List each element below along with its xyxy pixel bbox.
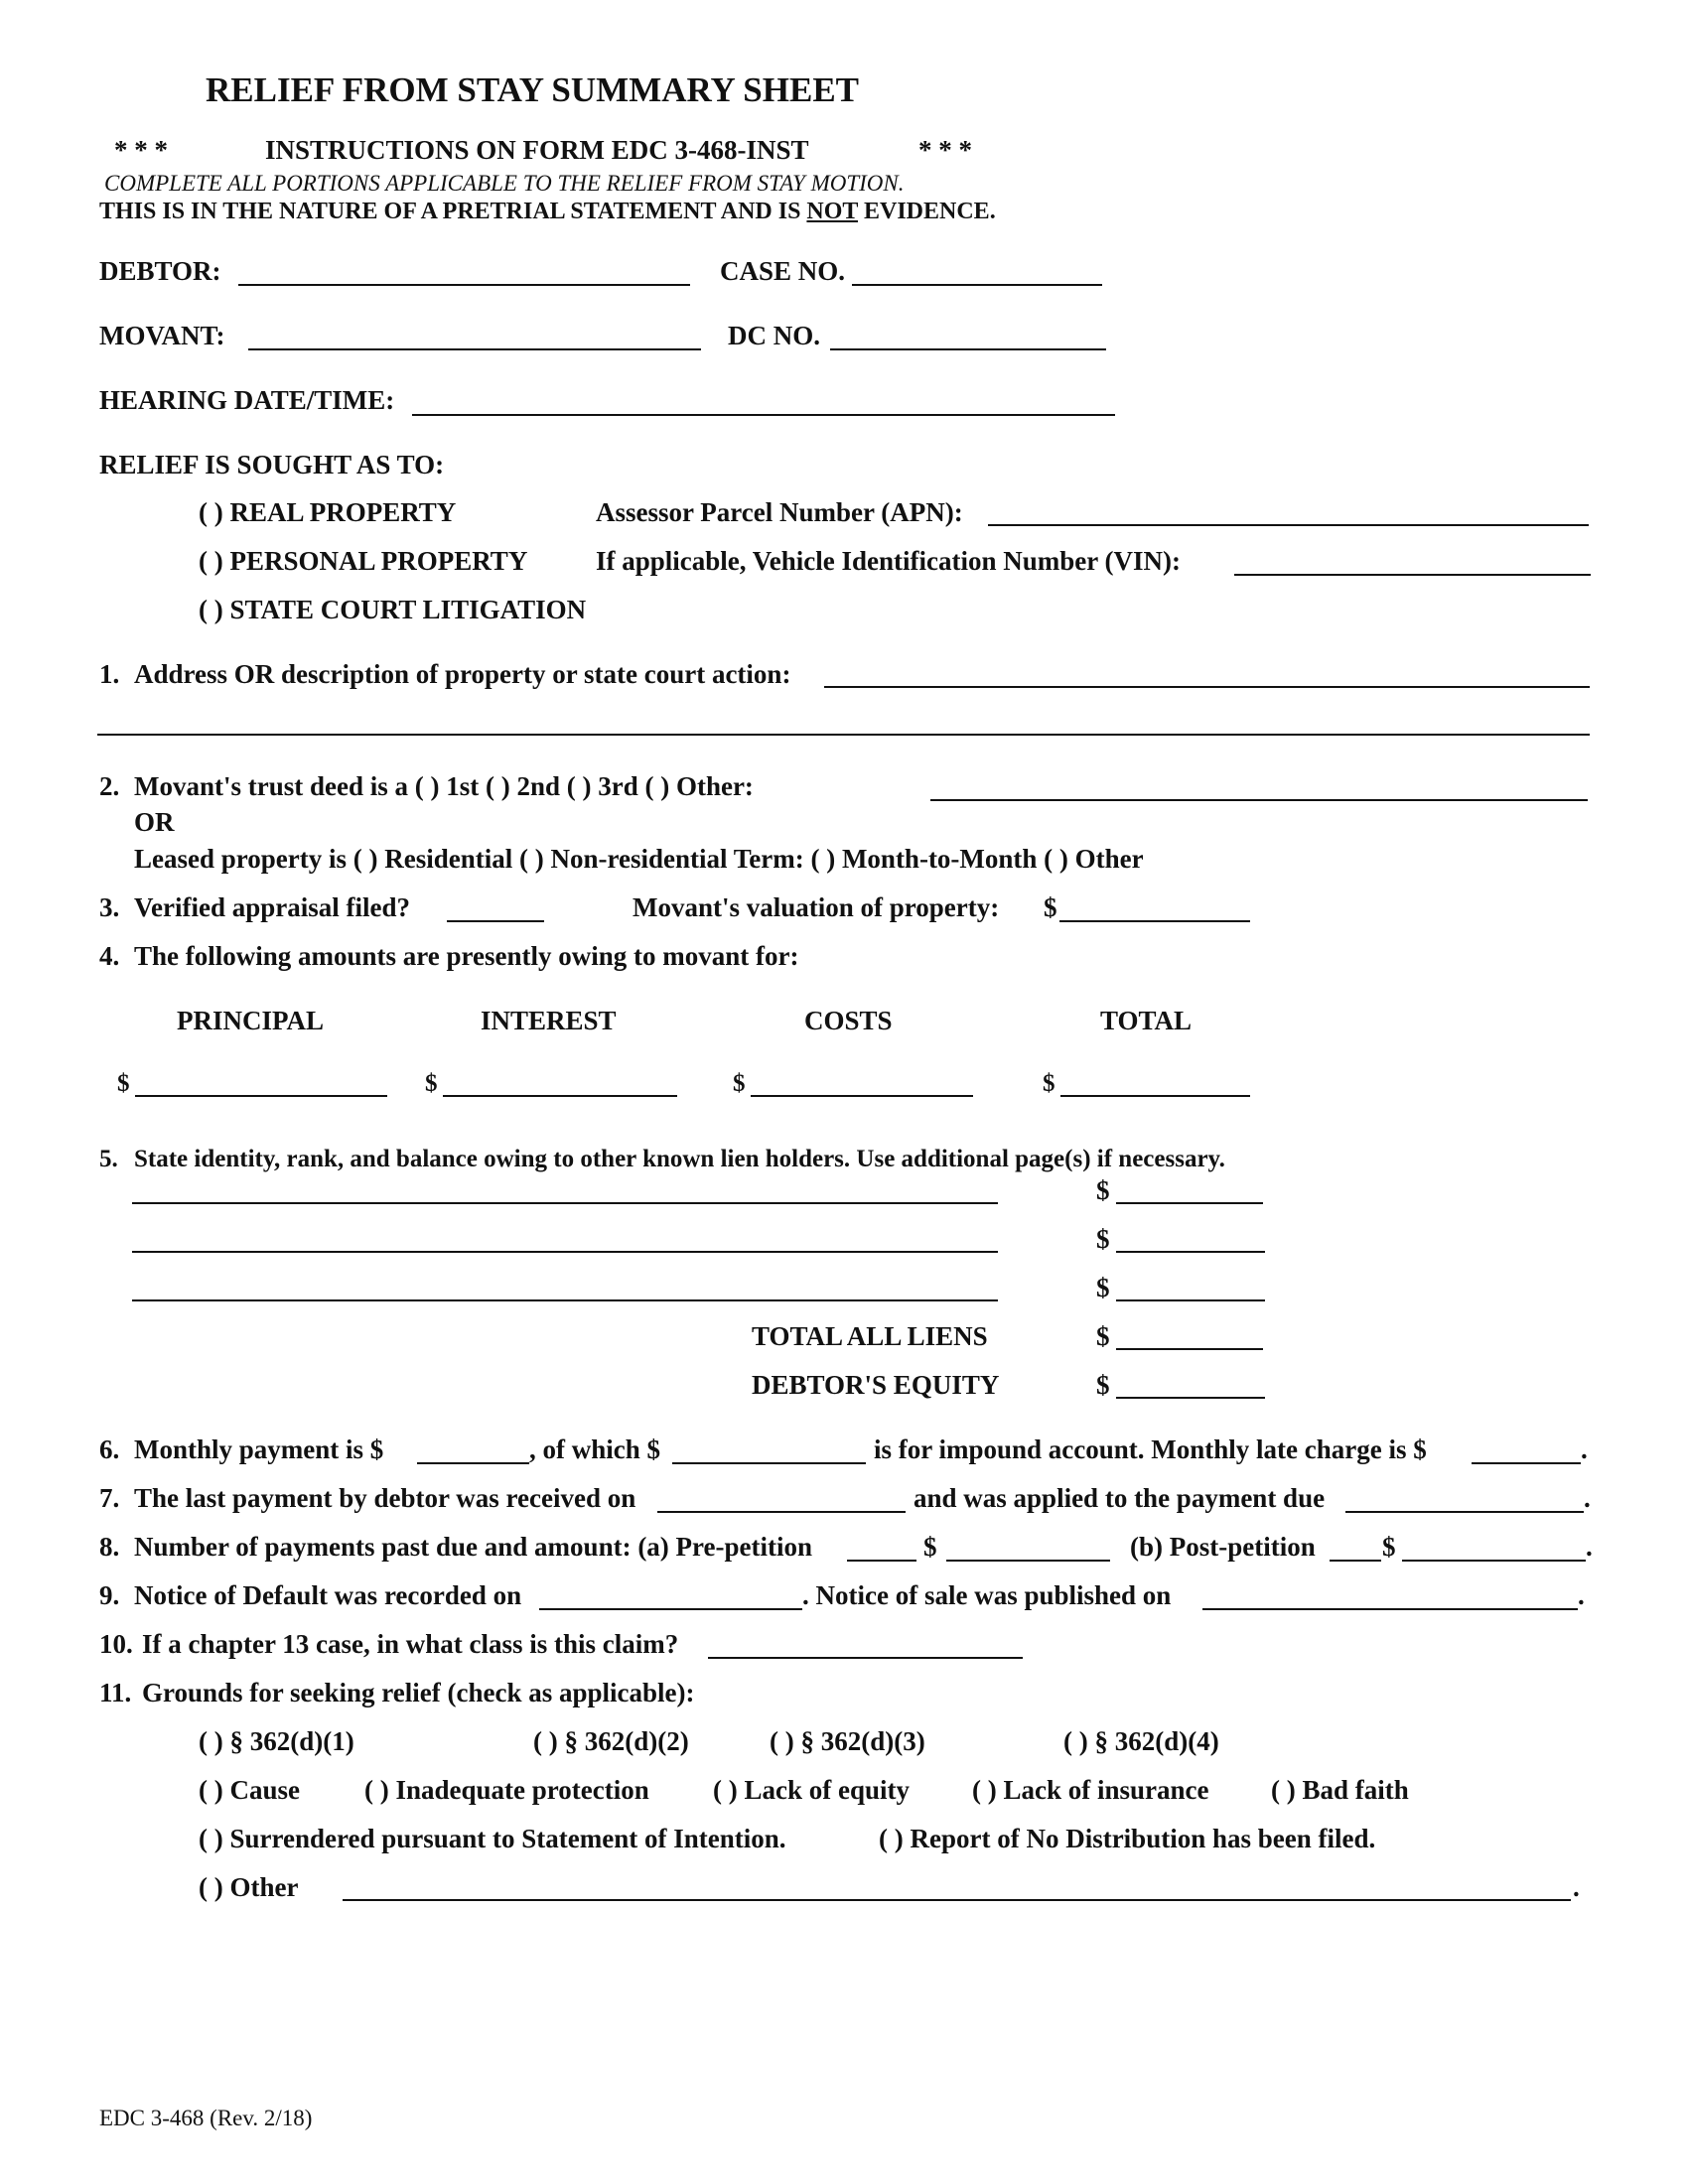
movant-label: MOVANT: [99, 321, 225, 350]
q3-dollar: $ [1044, 892, 1057, 922]
movant-field[interactable] [248, 348, 701, 350]
notice-sale-date-field[interactable] [1202, 1608, 1578, 1610]
q10-number: 10. [99, 1629, 133, 1659]
last-payment-received-field[interactable] [657, 1511, 906, 1513]
impound-field[interactable] [672, 1462, 866, 1464]
case-no-label: CASE NO. [720, 256, 846, 286]
interest-heading: INTEREST [481, 1006, 617, 1035]
pre-petition-count-field[interactable] [847, 1560, 916, 1562]
surrendered-checkbox[interactable]: ( ) Surrendered pursuant to Statement of Intention. [199, 1824, 786, 1853]
lien-dollar-1: $ [1096, 1175, 1110, 1205]
q7-label-b: and was applied to the payment due [914, 1483, 1326, 1513]
q1-label: Address OR description of property or state court action: [134, 659, 791, 689]
s362-d3-checkbox[interactable]: ( ) § 362(d)(3) [770, 1726, 925, 1756]
form-title: RELIEF FROM STAY SUMMARY SHEET [206, 70, 860, 109]
lien-holder-field-2[interactable] [132, 1251, 998, 1253]
q2-leased: Leased property is ( ) Residential ( ) Non-residential Term: ( ) Month-to-Month ( ) Other [134, 844, 1144, 874]
interest-field[interactable] [443, 1095, 677, 1097]
q9-period: . [1578, 1580, 1585, 1610]
s362-d2-checkbox[interactable]: ( ) § 362(d)(2) [533, 1726, 689, 1756]
q8-label-a: Number of payments past due and amount: (a) Pre-petition [134, 1532, 813, 1562]
payment-due-field[interactable] [1345, 1511, 1584, 1513]
q5-label: State identity, rank, and balance owing to other known lien holders. Use additional page(s) if necessary. [134, 1146, 1225, 1172]
equity-dollar: $ [1096, 1370, 1110, 1400]
lien-amount-field-2[interactable] [1116, 1251, 1265, 1253]
q9-number: 9. [99, 1580, 120, 1610]
vin-field[interactable] [1234, 574, 1591, 576]
q7-label-a: The last payment by debtor was received on [134, 1483, 636, 1513]
no-distribution-checkbox[interactable]: ( ) Report of No Distribution has been filed. [879, 1824, 1376, 1853]
lien-amount-field-3[interactable] [1116, 1299, 1265, 1301]
total-all-liens-label: TOTAL ALL LIENS [752, 1321, 988, 1351]
total-liens-field[interactable] [1116, 1348, 1263, 1350]
notice-default-date-field[interactable] [539, 1608, 802, 1610]
costs-heading: COSTS [804, 1006, 893, 1035]
q1-field-line2[interactable] [97, 734, 1590, 736]
total-liens-dollar: $ [1096, 1321, 1110, 1351]
form-number-footer: EDC 3-468 (Rev. 2/18) [99, 2106, 313, 2130]
stars-left: * * * [114, 135, 168, 165]
total-dollar: $ [1043, 1070, 1055, 1097]
real-property-checkbox[interactable]: ( ) REAL PROPERTY [199, 497, 457, 527]
principal-field[interactable] [135, 1095, 387, 1097]
total-field[interactable] [1060, 1095, 1250, 1097]
q2-or: OR [134, 807, 175, 837]
dc-no-field[interactable] [830, 348, 1106, 350]
hearing-label: HEARING DATE/TIME: [99, 385, 395, 415]
q9-label-b: . Notice of sale was published on [802, 1580, 1172, 1610]
q1-number: 1. [99, 659, 120, 689]
q3-valuation-field[interactable] [1059, 920, 1250, 922]
lien-holder-field-1[interactable] [132, 1202, 998, 1204]
other-grounds-checkbox[interactable]: ( ) Other [199, 1872, 299, 1902]
complete-all-note: COMPLETE ALL PORTIONS APPLICABLE TO THE RELIEF FROM STAY MOTION. [104, 171, 905, 196]
case-no-field[interactable] [852, 284, 1102, 286]
stars-right: * * * [918, 135, 972, 165]
q4-label: The following amounts are presently owing to movant for: [134, 941, 799, 971]
q3-valuation-label: Movant's valuation of property: [633, 892, 1000, 922]
vin-label: If applicable, Vehicle Identification Number (VIN): [596, 546, 1182, 576]
q1-field[interactable] [824, 686, 1590, 688]
q10-label: If a chapter 13 case, in what class is this claim? [142, 1629, 679, 1659]
pre-petition-amount-field[interactable] [946, 1560, 1110, 1562]
q11-label: Grounds for seeking relief (check as applicable): [142, 1678, 695, 1707]
q6-number: 6. [99, 1434, 120, 1464]
q6-impound-label: is for impound account. Monthly late charge is $ [874, 1434, 1427, 1464]
q6-monthly-payment-label: Monthly payment is $ [134, 1434, 384, 1464]
debtor-label: DEBTOR: [99, 256, 221, 286]
monthly-payment-field[interactable] [417, 1462, 529, 1464]
late-charge-field[interactable] [1472, 1462, 1581, 1464]
s362-d1-checkbox[interactable]: ( ) § 362(d)(1) [199, 1726, 354, 1756]
q2-number: 2. [99, 771, 120, 801]
lien-amount-field-1[interactable] [1116, 1202, 1263, 1204]
principal-heading: PRINCIPAL [177, 1006, 324, 1035]
chapter13-class-field[interactable] [708, 1657, 1023, 1659]
q3-number: 3. [99, 892, 120, 922]
instructions-text: INSTRUCTIONS ON FORM EDC 3-468-INST [265, 135, 809, 165]
lien-dollar-3: $ [1096, 1273, 1110, 1302]
q8-number: 8. [99, 1532, 120, 1562]
lien-dollar-2: $ [1096, 1224, 1110, 1254]
principal-dollar: $ [117, 1070, 130, 1097]
inadequate-protection-checkbox[interactable]: ( ) Inadequate protection [364, 1775, 649, 1805]
q3-appraisal-label: Verified appraisal filed? [134, 892, 411, 922]
costs-field[interactable] [751, 1095, 973, 1097]
q5-number: 5. [99, 1146, 118, 1172]
total-heading: TOTAL [1100, 1006, 1193, 1035]
debtors-equity-label: DEBTOR'S EQUITY [752, 1370, 1000, 1400]
equity-field[interactable] [1116, 1397, 1265, 1399]
bad-faith-checkbox[interactable]: ( ) Bad faith [1271, 1775, 1409, 1805]
q7-number: 7. [99, 1483, 120, 1513]
lien-holder-field-3[interactable] [132, 1299, 998, 1301]
q8-post-petition-label: (b) Post-petition [1130, 1532, 1316, 1562]
q3-appraisal-field[interactable] [447, 920, 544, 922]
q8-period: . [1586, 1532, 1593, 1562]
dc-no-label: DC NO. [728, 321, 820, 350]
q9-label-a: Notice of Default was recorded on [134, 1580, 522, 1610]
state-court-litigation-checkbox[interactable]: ( ) STATE COURT LITIGATION [199, 595, 587, 624]
q11-period: . [1573, 1872, 1580, 1902]
q8-dollar-b: $ [1382, 1532, 1396, 1562]
personal-property-checkbox[interactable]: ( ) PERSONAL PROPERTY [199, 546, 528, 576]
q4-number: 4. [99, 941, 120, 971]
q6-of-which-label: , of which $ [529, 1434, 661, 1464]
post-petition-count-field[interactable] [1330, 1560, 1381, 1562]
q2-other-field[interactable] [930, 799, 1588, 801]
post-petition-amount-field[interactable] [1402, 1560, 1586, 1562]
s362-d4-checkbox[interactable]: ( ) § 362(d)(4) [1063, 1726, 1219, 1756]
other-grounds-field[interactable] [343, 1899, 1571, 1901]
apn-field[interactable] [988, 524, 1589, 526]
q7-period: . [1584, 1483, 1591, 1513]
q8-dollar-a: $ [923, 1532, 937, 1562]
cause-checkbox[interactable]: ( ) Cause [199, 1775, 300, 1805]
pretrial-note: THIS IS IN THE NATURE OF A PRETRIAL STATEMENT AND IS NOT EVIDENCE. [99, 199, 996, 224]
apn-label: Assessor Parcel Number (APN): [596, 497, 963, 527]
relief-heading: RELIEF IS SOUGHT AS TO: [99, 450, 445, 479]
lack-of-insurance-checkbox[interactable]: ( ) Lack of insurance [972, 1775, 1209, 1805]
interest-dollar: $ [425, 1070, 438, 1097]
q6-period: . [1581, 1434, 1588, 1464]
costs-dollar: $ [733, 1070, 746, 1097]
debtor-field[interactable] [238, 284, 690, 286]
q11-number: 11. [99, 1678, 132, 1707]
q2-trust-deed: Movant's trust deed is a ( ) 1st ( ) 2nd ( ) 3rd ( ) Other: [134, 771, 754, 801]
hearing-field[interactable] [412, 414, 1115, 416]
lack-of-equity-checkbox[interactable]: ( ) Lack of equity [713, 1775, 910, 1805]
